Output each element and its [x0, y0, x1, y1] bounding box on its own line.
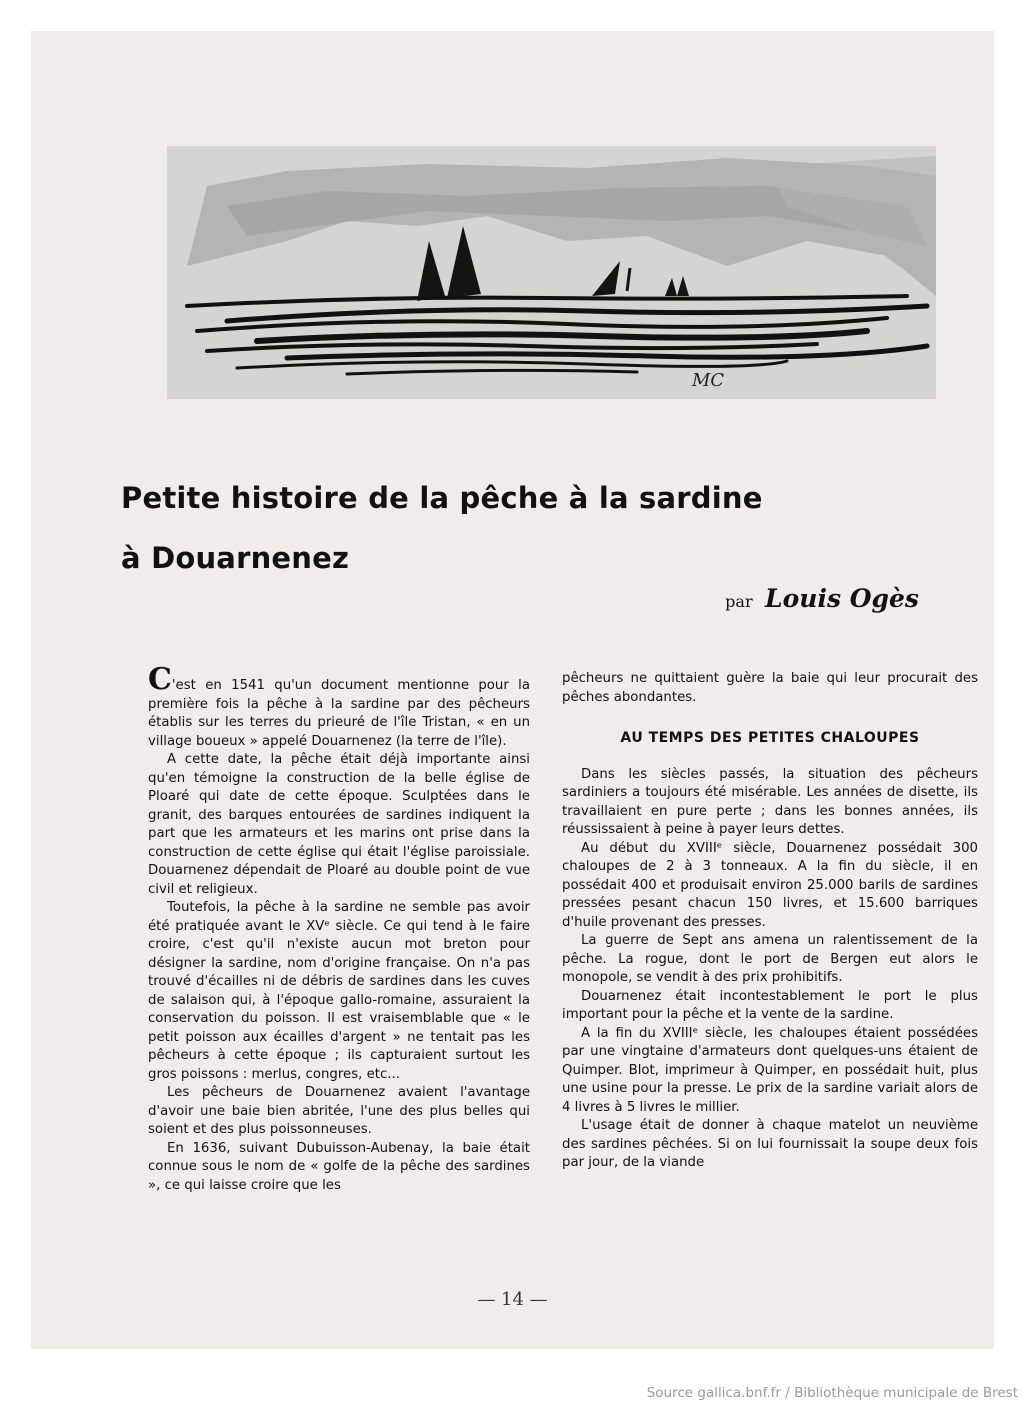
magazine-page	[31, 31, 994, 1349]
article-title-line1: Petite histoire de la pêche à la sardine	[121, 481, 763, 515]
paragraph: Au début du XVIIIᵉ siècle, Douarnenez possédait 300 chaloupes de 2 à 3 tonneaux. A la fin du siècle, il en possédait 400 et produisait environ 25.000 barils de sardines pressées pesant chacun 150 livres, et 15.600 barriques d'huile provenant des presses.	[562, 840, 978, 930]
right-column	[562, 670, 978, 1173]
paragraph: pêcheurs ne quittaient guère la baie qui leur procurait des pêches abondantes.	[562, 671, 978, 705]
page-number: — 14 —	[477, 1289, 548, 1310]
byline	[725, 584, 919, 613]
byline-prefix: par	[725, 592, 753, 611]
paragraph: Dans les siècles passés, la situation des pêcheurs sardiniers a toujours été misérable. Les années de disette, ils travaillaient en pure perte ; dans les bonnes années, ils réussissaient à peine à payer leurs dettes.	[562, 766, 978, 837]
illustration-signature: MC	[692, 370, 725, 391]
left-column	[148, 662, 530, 1195]
section-heading: AU TEMPS DES PETITES CHALOUPES	[620, 730, 920, 746]
paragraph-text: 'est en 1541 qu'un document mentionne pour la première fois la pêche à la sardine par des pêcheurs établis sur les terres du prieuré de l'île Tristan, « en un village boueux » appelé Douarnenez (la terre de l'île).	[148, 678, 530, 749]
paragraph: En 1636, suivant Dubuisson-Aubenay, la baie était connue sous le nom de « golfe de la pêche des sardines », ce qui laisse croire que les	[148, 1140, 530, 1193]
paragraph: A la fin du XVIIIᵉ siècle, les chaloupes étaient possédées par une vingtaine d'armateurs dont quelques-uns étaient de Quimper. Blot, imprimeur à Quimper, en possédait huit, plus une usine pour la presse. Le prix de la sardine variait alors de 4 livres à 5 livres le millier.	[562, 1025, 978, 1115]
drop-cap: C	[148, 662, 172, 697]
sailboats-sea-illustration	[167, 146, 936, 399]
article-title-line2: à Douarnenez	[121, 541, 350, 575]
author-signature: Louis Ogès	[765, 584, 919, 613]
paragraph: L'usage était de donner à chaque matelot un neuvième des sardines pêchées. Si on lui fournissait la soupe deux fois par jour, de la viande	[562, 1118, 978, 1170]
paragraph: La guerre de Sept ans amena un ralentissement de la pêche. La rogue, dont le port de Bergen eut alors le monopole, se vendit à des prix prohibitifs.	[562, 933, 978, 985]
paragraph: Toutefois, la pêche à la sardine ne semble pas avoir été pratiquée avant le XVᵉ siècle. Ce qui tend à le faire croire, c'est qu'il n'existe aucun mot breton pour désigner la sardine, nom d'origine française. On n'a pas trouvé d'écailles ni de débris de sardines dans les cuves de salaison qui, à l'époque gallo-romaine, assuraient la conservation du poisson. Il est vraisemblable que « le petit poisson aux écailles d'argent » ne tentait pas les pêcheurs à cette époque ; ils capturaient surtout les gros poissons : merlus, congres, etc...	[148, 900, 530, 1082]
paragraph: Les pêcheurs de Douarnenez avaient l'avantage d'avoir une baie bien abritée, l'une des plus belles qui soient et des plus poissonneuses.	[148, 1085, 530, 1137]
paragraph: Douarnenez était incontestablement le port le plus important pour la pêche et la vente de la sardine.	[562, 988, 978, 1022]
paragraph: A cette date, la pêche était déjà importante ainsi qu'en témoigne la construction de la belle église de Ploaré qui date de cette époque. Sculptées dans le granit, des barques entourées de sardines indiquent la part que les armateurs et les marins ont prise dans la construction de cette église qui était l'église paroissiale. Douarnenez dépendait de Ploaré au double point de vue civil et religieux.	[148, 752, 530, 897]
source-credit: Source gallica.bnf.fr / Bibliothèque municipale de Brest	[646, 1385, 1018, 1401]
paragraph	[148, 662, 530, 751]
